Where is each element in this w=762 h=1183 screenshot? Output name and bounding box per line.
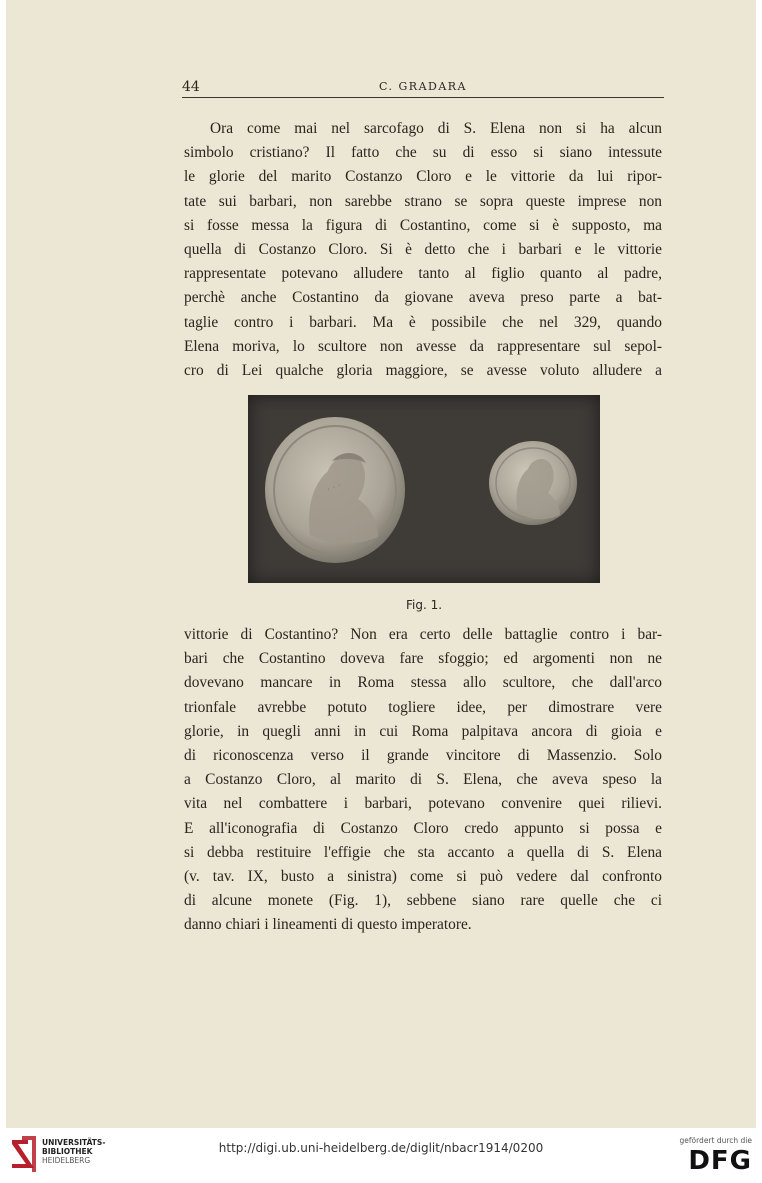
library-name-line: HEIDELBERG (42, 1156, 91, 1165)
running-head-title: C. GRADARA (378, 80, 468, 93)
paragraph-1 (184, 117, 662, 383)
text-line: dovevano mancare in Roma stessa allo scultore, che dall'arco (184, 674, 662, 692)
text-line: quella di Costanzo Cloro. Si è detto che i barbari e le vittorie (184, 240, 662, 258)
text-line: (v. tav. IX, busto a sinistra) come si può vedere dal confronto (184, 867, 662, 885)
text-line: vita nel combattere i barbari, potevano convenire quei rilievi. (184, 795, 662, 813)
source-url-link[interactable]: http://digi.ub.uni-heidelberg.de/diglit/nbacr1914/0200 (218, 1141, 544, 1155)
text-line: Ora come mai nel sarcofago di S. Elena non si ha alcun (210, 120, 662, 137)
text-line: si fosse messa la figura di Costantino, come si è supposto, ma (184, 216, 662, 234)
paragraph-2 (184, 623, 662, 937)
text-line: simbolo cristiano? Il fatto che su di esso si siano intessute (184, 144, 662, 162)
running-head (182, 77, 664, 98)
text-line: vittorie di Costantino? Non era certo delle battaglie contro i bar- (184, 626, 662, 643)
coins-image (248, 395, 600, 583)
scanned-page (6, 0, 756, 1128)
coin-photograph (248, 395, 600, 583)
page-number: 44 (182, 79, 200, 95)
library-name-line: BIBLIOTHEK (42, 1147, 93, 1156)
text-line: di alcune monete (Fig. 1), sebbene siano rare quelle che ci (184, 892, 662, 910)
small-coin (489, 441, 577, 525)
library-name-line: UNIVERSITÄTS- (42, 1138, 106, 1147)
text-line: E all'iconografia di Costanzo Cloro credo appunto si possa e (184, 819, 662, 837)
footer-bar (0, 1128, 762, 1183)
text-line: rappresentate potevano alludere tanto al figlio quanto al padre, (184, 265, 662, 283)
text-line: a Costanzo Cloro, al marito di S. Elena, che aveva speso la (184, 771, 662, 789)
text-line: bari che Costantino doveva fare sfoggio; ed argomenti non ne (184, 650, 662, 668)
funding-note: gefördert durch die (679, 1136, 752, 1145)
figure-caption: Fig. 1. (405, 598, 443, 612)
text-line: le glorie del marito Costanzo Cloro e le vittorie da lui ripor- (184, 168, 662, 186)
large-coin (265, 417, 405, 563)
text-line: Elena moriva, lo scultore non avesse da rappresentare sul sepol- (184, 337, 662, 355)
dfg-logo: DFG (688, 1146, 752, 1176)
text-line: perchè anche Costantino da giovane aveva preso parte a bat- (184, 289, 662, 307)
text-line: taglie contro i barbari. Ma è possibile che nel 329, quando (184, 313, 662, 331)
text-line: tate sui barbari, non sarebbe strano se sopra queste imprese non (184, 192, 662, 210)
text-line: cro di Lei qualche gloria maggiore, se avesse voluto alludere a (184, 361, 662, 379)
text-line: trionfale avrebbe potuto togliere idee, per dimostrare vere (184, 698, 662, 716)
text-line: glorie, in quegli anni in cui Roma palpitava ancora di gioia e (184, 722, 662, 740)
text-line: di riconoscenza verso il grande vincitore di Massenzio. Solo (184, 746, 662, 764)
text-line: danno chiari i lineamenti di questo imperatore. (184, 916, 472, 934)
text-line: si debba restituire l'effigie che sta accanto a quella di S. Elena (184, 843, 662, 861)
svg-text:· · ·: · · · (325, 480, 343, 496)
